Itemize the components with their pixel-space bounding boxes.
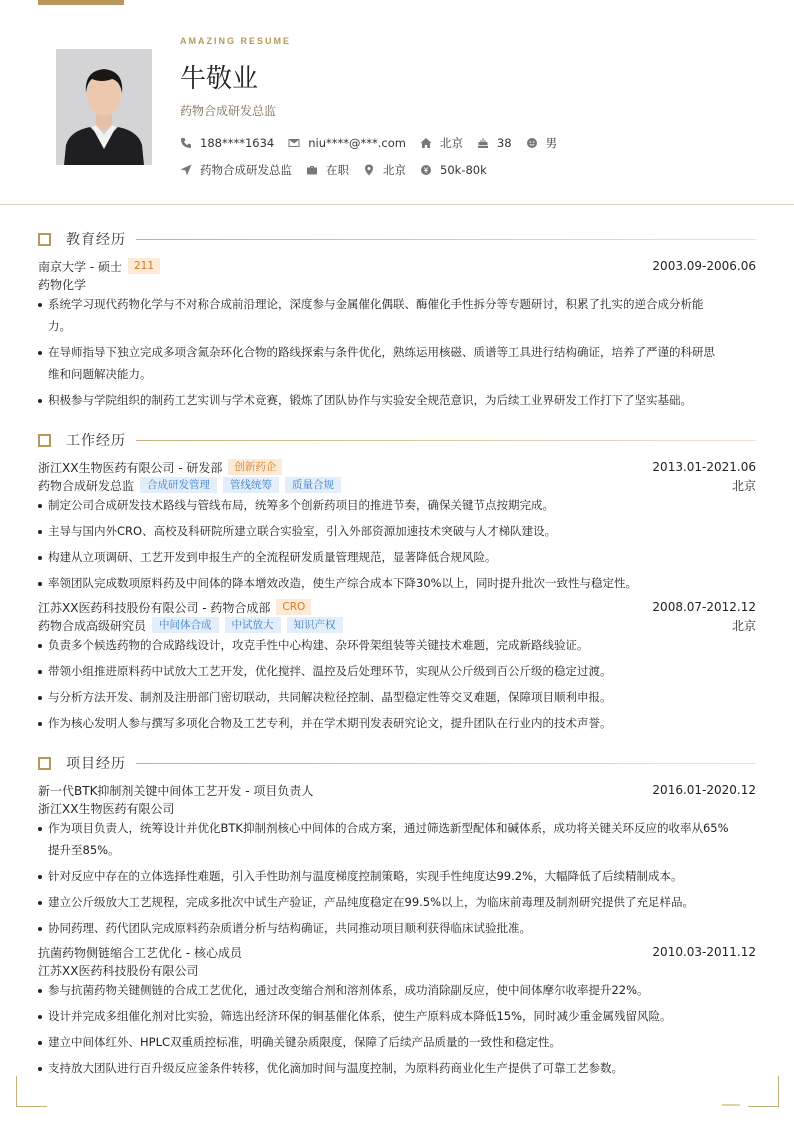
home-icon [420,137,432,149]
contact-row [180,135,571,151]
cake-icon [477,137,489,149]
section-divider [136,239,756,240]
skill-tag: 知识产权 [287,617,343,633]
job-date: 2013.01-2021.06 [652,460,756,474]
list-item: 建立公斤级放大工艺规程，完成多批次中试生产验证，产品纯度稳定在99.5%以上，为临床前毒理及制剂研究提供了充足样品。 [38,891,756,913]
briefcase-icon [306,164,318,176]
education-major-row [38,276,756,292]
skill-tag: 中间体合成 [152,617,219,633]
project-name: 新一代BTK抑制剂关键中间体工艺开发 - 项目负责人 [38,783,314,798]
header-divider [0,204,794,205]
list-item: 负责多个候选药物的合成路线设计，攻克手性中心构建、杂环骨架组装等关键技术难题，完成新路线验证。 [38,634,756,656]
school-tag: 211 [128,258,160,274]
section-title: 工作经历 [66,433,126,449]
phone-item [180,136,274,150]
education-bullets [38,293,756,415]
send-icon [180,164,192,176]
school-name: 南京大学 - 硕士 [38,259,122,274]
gender-text: 男 [545,136,558,150]
skill-tag: 中试放大 [225,617,281,633]
job-bullets [38,494,756,598]
company-tag: 创新药企 [228,459,282,475]
list-item: 作为核心发明人参与撰写多项化合物及工艺专利，并在学术期刊发表研究论文，提升团队在行业内的技术声誉。 [38,712,756,734]
email-text: niu****@***.com [308,136,406,150]
project-name: 抗菌药物侧链缩合工艺优化 - 核心成员 [38,945,242,960]
education-section-header [38,231,756,247]
corner-decoration [748,1076,779,1107]
email-item [288,136,406,150]
location-icon [363,164,375,176]
list-item: 设计并完成多组催化剂对比实验，筛选出经济环保的铜基催化体系，使生产原料成本降低15%，同时减少重金属残留风险。 [38,1005,756,1027]
section-square-icon [38,757,51,770]
list-item: 针对反应中存在的立体选择性难题，引入手性助剂与温度梯度控制策略，实现手性纯度达99.2%，大幅降低了后续精制成本。 [38,865,756,887]
skill-tag: 质量合规 [285,477,341,493]
city-text: 北京 [439,136,463,150]
gender-icon [526,137,538,149]
project-company-row [38,962,756,978]
age-item [477,136,512,150]
project-bullets [38,979,756,1083]
section-divider [136,440,756,441]
salary-icon [420,164,432,176]
job-company: 江苏XX医药科技股份有限公司 - 药物合成部 [38,600,271,615]
list-item: 制定公司合成研发技术路线与管线布局，统筹多个创新药项目的推进节奏，确保关键节点按期完成。 [38,494,756,516]
section-square-icon [38,434,51,447]
candidate-title: 药物合成研发总监 [180,104,277,118]
phone-text: 188****1634 [200,136,275,150]
job-location: 北京 [731,618,756,633]
job-header-row [38,459,756,475]
intent-position-item [180,162,292,178]
list-item: 主导与国内外CRO、高校及科研院所建立联合实验室，引入外部资源加速技术突破与人才梯队建设。 [38,520,756,542]
phone-icon [180,137,192,149]
salary-text: 50k-80k [440,163,487,177]
list-item: 系统学习现代药物化学与不对称合成前沿理论，深度参与金属催化偶联、酶催化手性拆分等专题研讨，积累了扎实的逆合成分析能 力。 [38,293,756,337]
brand-label: AMAZING RESUME [180,36,291,46]
company-tag: CRO [276,599,311,615]
section-title: 项目经历 [66,756,126,772]
project-section-header [38,755,756,771]
list-item: 参与抗菌药物关键侧链的合成工艺优化，通过改变缩合剂和溶剂体系，成功消除副反应，使中间体摩尔收率提升22%。 [38,979,756,1001]
list-item: 与分析方法开发、制剂及注册部门密切联动，共同解决粒径控制、晶型稳定性等交叉难题，保障项目顺利申报。 [38,686,756,708]
corner-decoration [16,1076,47,1107]
list-item: 率领团队完成数项原料药及中间体的降本增效改造，使生产综合成本下降30%以上，同时提升批次一致性与稳定性。 [38,572,756,594]
gender-item [526,135,558,151]
education-date: 2003.09-2006.06 [652,259,756,273]
project-date: 2010.03-2011.12 [652,945,756,959]
top-accent-bar [38,0,124,5]
project-company-row [38,800,756,816]
skill-tag: 管线统筹 [223,477,279,493]
intent-position-text: 药物合成研发总监 [200,163,292,177]
list-item: 支持放大团队进行百升级反应釜条件转移，优化滴加时间与温度控制，为原料药商业化生产提供了可靠工艺参数。 [38,1057,756,1079]
list-item: 带领小组推进原料药中试放大工艺开发，优化搅拌、温控及后处理环节，实现从公斤级到百公斤级的稳定过渡。 [38,660,756,682]
job-company: 浙江XX生物医药有限公司 - 研发部 [38,460,223,475]
page-dash-decoration [722,1104,740,1106]
mail-icon [288,137,300,149]
profile-photo [56,49,152,165]
job-header-row [38,599,756,615]
list-item: 建立中间体红外、HPLC双重质控标准，明确关键杂质限度，保障了后续产品质量的一致性和稳定性。 [38,1031,756,1053]
project-company: 浙江XX生物医药有限公司 [38,801,175,816]
project-header-row [38,782,756,798]
list-item: 积极参与学院组织的制药工艺实训与学术竞赛，锻炼了团队协作与实验安全规范意识，为后续工业界研发工作打下了坚实基础。 [38,389,756,411]
job-bullets [38,634,756,738]
status-text: 在职 [326,163,349,177]
intent-city-text: 北京 [383,163,406,177]
job-position-row [38,477,756,493]
city-item [420,135,463,151]
project-date: 2016.01-2020.12 [652,783,756,797]
job-date: 2008.07-2012.12 [652,600,756,614]
project-header-row [38,944,756,960]
age-text: 38 [496,136,512,150]
list-item: 作为项目负责人，统筹设计并优化BTK抑制剂核心中间体的合成方案，通过筛选新型配体和碱体系，成功将关键关环反应的收率从65% 提升至85%。 [38,817,756,861]
job-position-row [38,617,756,633]
project-bullets [38,817,756,943]
candidate-name: 牛敬业 [180,63,259,93]
list-item: 协同药理、药代团队完成原料药杂质谱分析与结构确证，共同推动项目顺利获得临床试验批准。 [38,917,756,939]
work-section-header [38,432,756,448]
job-position: 药物合成高级研究员 [38,618,147,633]
section-square-icon [38,233,51,246]
salary-item [420,163,487,177]
intent-city-item [363,162,406,178]
education-row [38,258,756,274]
job-intent-row [180,162,501,178]
list-item: 构建从立项调研、工艺开发到申报生产的全流程研发质量管理规范，显著降低合规风险。 [38,546,756,568]
project-company: 江苏XX医药科技股份有限公司 [38,963,199,978]
section-title: 教育经历 [66,232,126,248]
job-position: 药物合成研发总监 [38,478,135,493]
job-location: 北京 [731,478,756,493]
major: 药物化学 [38,277,87,292]
section-divider [136,763,756,764]
list-item: 在导师指导下独立完成多项含氮杂环化合物的路线探索与条件优化，熟练运用核磁、质谱等工具进行结构确证，培养了严谨的科研思 维和问题解决能力。 [38,341,756,385]
status-item [306,162,349,178]
skill-tag: 合成研发管理 [140,477,217,493]
